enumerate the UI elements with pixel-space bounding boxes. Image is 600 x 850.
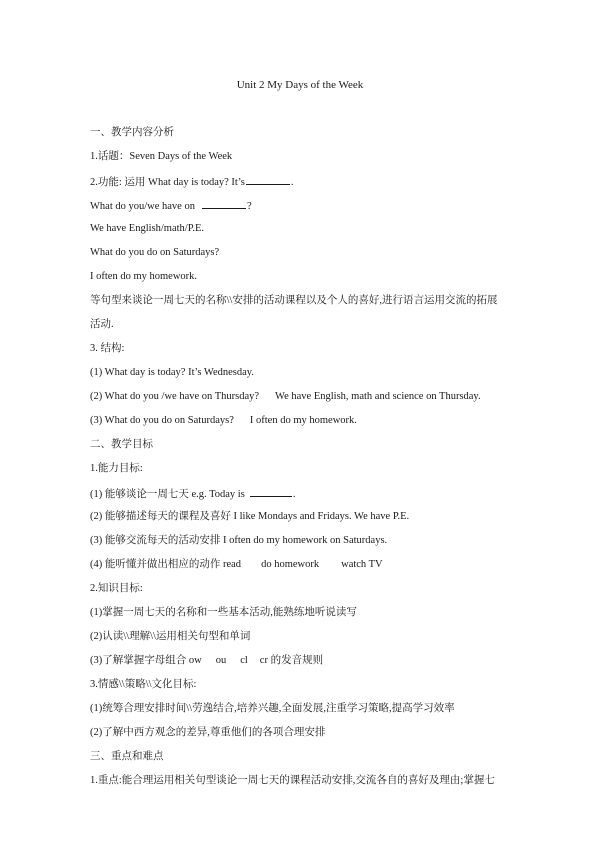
answer-blank — [250, 486, 292, 497]
letter-combination: cr 的发音规则 — [259, 655, 324, 666]
punctuation: ? — [246, 201, 252, 212]
structure-item — [90, 414, 530, 428]
paragraph-line: 活动. — [90, 319, 114, 330]
question-text: (3) What do you do on Saturdays? — [90, 415, 234, 426]
section-heading-objectives: 二、教学目标 — [90, 439, 153, 450]
sentence-pattern-line: What do you do on Saturdays? — [90, 247, 220, 258]
answer-blank — [202, 198, 246, 209]
key-point-line: 1.重点:能合理运用相关句型谈论一周七天的课程活动安排,交流各自的喜好及理由;掌握七 — [90, 775, 495, 786]
subheading-knowledge: 2.知识目标: — [90, 583, 143, 594]
action-word: watch TV — [341, 559, 383, 570]
function-text: 2.功能: 运用 What day is today? It’s — [90, 177, 245, 188]
objective-text: (3)了解掌握字母组合 ow — [90, 655, 202, 666]
topic-line: 1.话题：Seven Days of the Week — [90, 151, 233, 162]
subheading-affective: 3.情感\\策略\\文化目标: — [90, 679, 197, 690]
document-title: Unit 2 My Days of the Week — [236, 79, 364, 91]
structure-heading: 3. 结构: — [90, 343, 125, 354]
objective-item: (3) 能够交流每天的活动安排 I often do my homework on Saturdays. — [90, 535, 388, 546]
objective-item: (1)掌握一周七天的名称和一些基本活动,能熟练地听说读写 — [90, 607, 357, 618]
letter-combination: cl — [240, 655, 248, 666]
objective-item: (1)统筹合理安排时间\\劳逸结合,培养兴趣,全面发展,注重学习策略,提高学习效率 — [90, 703, 455, 714]
punctuation: . — [292, 489, 296, 500]
sentence-pattern-line: I often do my homework. — [90, 271, 198, 282]
objective-item — [90, 654, 530, 668]
sentence-text: What do you/we have on — [90, 201, 195, 212]
sentence-pattern-line: We have English/math/P.E. — [90, 223, 205, 234]
section-heading-key-points: 三、重点和难点 — [90, 751, 164, 762]
objective-item: (2)了解中西方观念的差异,尊重他们的各项合理安排 — [90, 727, 326, 738]
sentence-pattern-line — [90, 198, 530, 214]
function-line — [90, 174, 530, 190]
answer-text: We have English, math and science on Thursday. — [275, 391, 481, 402]
answer-blank — [246, 174, 290, 185]
answer-text: I often do my homework. — [249, 415, 357, 426]
objective-text: (1) 能够谈论一周七天 e.g. Today is — [90, 489, 245, 500]
section-heading-content-analysis: 一、教学内容分析 — [90, 127, 174, 138]
letter-combination: ou — [215, 655, 227, 666]
paragraph-line: 等句型来谈论一周七天的名称\\安排的活动课程以及个人的喜好,进行语言运用交流的拓展 — [90, 295, 498, 306]
objective-item: (2)认读\\理解\\运用相关句型和单词 — [90, 631, 251, 642]
question-text: (2) What do you /we have on Thursday? — [90, 391, 260, 402]
punctuation: . — [290, 177, 294, 188]
action-word: do homework — [261, 559, 320, 570]
objective-item — [90, 558, 530, 572]
objective-item — [90, 486, 530, 502]
objective-text: (4) 能听懂并做出相应的动作 read — [90, 559, 242, 570]
objective-item: (2) 能够描述每天的课程及喜好 I like Mondays and Fridays. We have P.E. — [90, 511, 410, 522]
structure-item — [90, 390, 530, 404]
structure-item: (1) What day is today? It’s Wednesday. — [90, 367, 255, 378]
subheading-ability: 1.能力目标: — [90, 463, 143, 474]
